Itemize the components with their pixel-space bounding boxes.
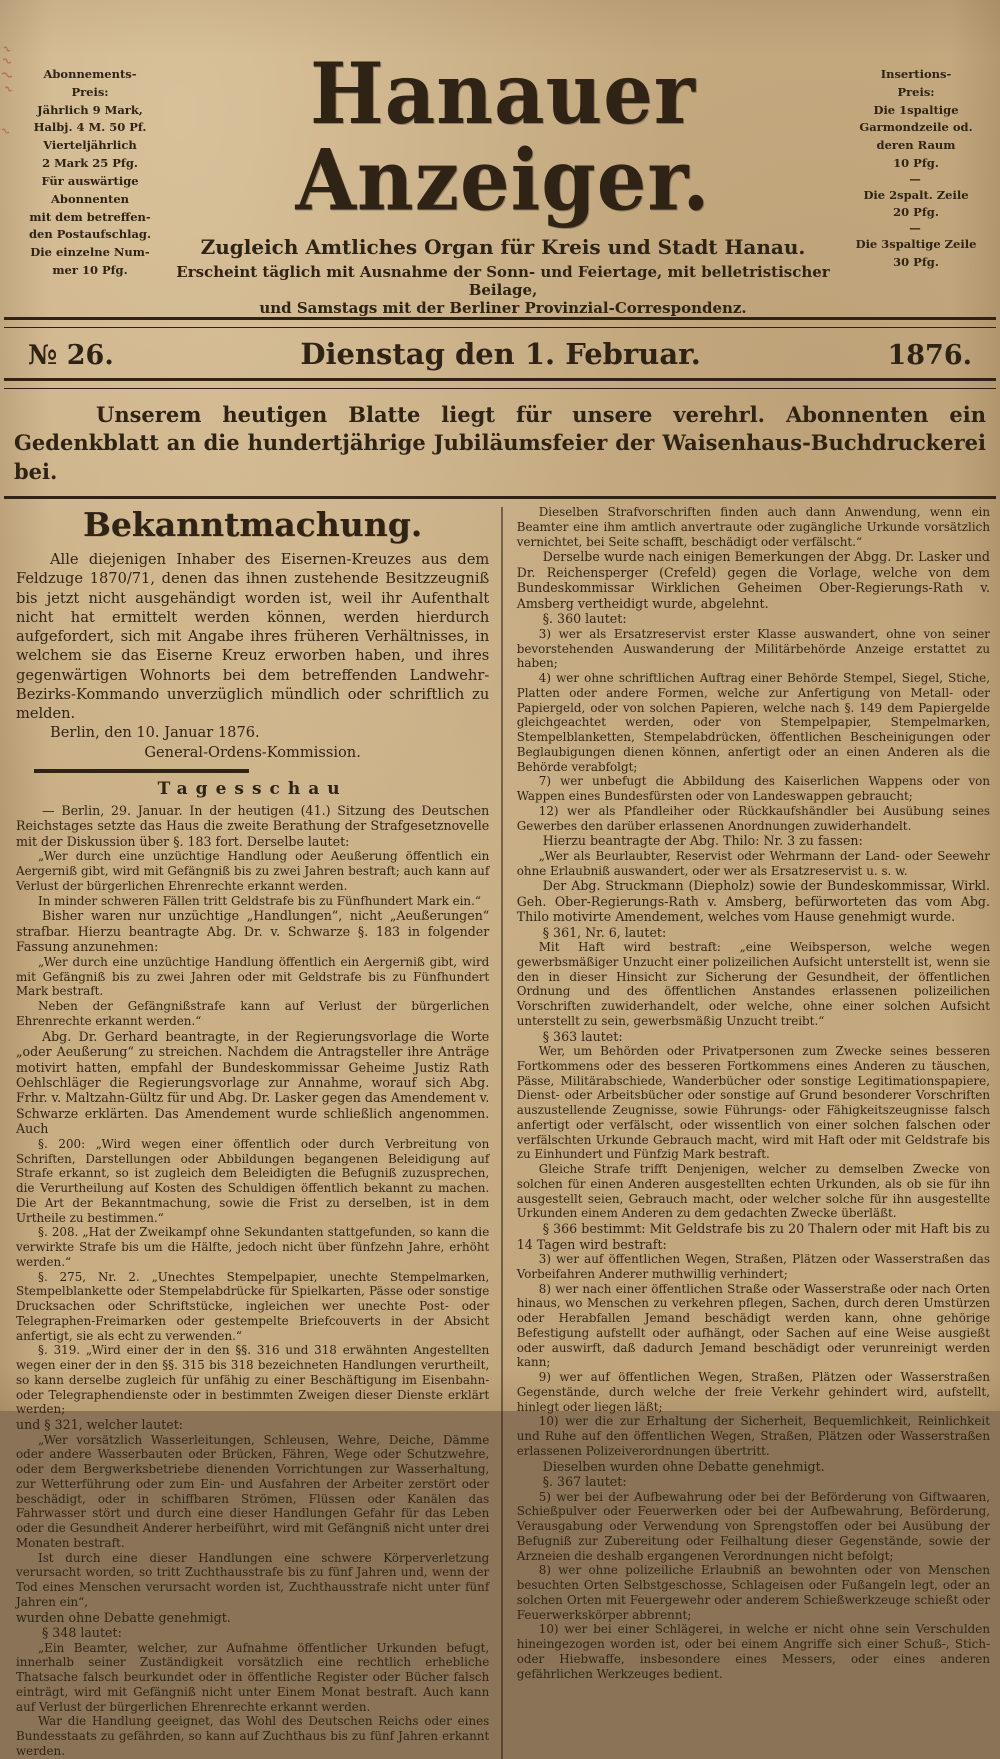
- announcement-body: [16, 550, 489, 762]
- price-box-line: mer 10 Pfg.: [52, 262, 128, 277]
- paragraph: In minder schweren Fällen tritt Geldstrafe bis zu Fünfhundert Mark ein.“: [38, 893, 481, 908]
- paragraph: Gleiche Strafe trifft Denjenigen, welcher zu demselben Zwecke von solchen für einen Anderen ausgestellten echten Urkunden, als ob sie für ihn ausgestellt seien, Gebrauch macht, oder welcher solche für ihn ausgestellte Urkunden einem Anderen zu dem gedachten Zwecke überläßt.: [516, 1162, 990, 1221]
- price-box-line: den Postaufschlag.: [29, 227, 151, 242]
- price-box-line: Halbj. 4 M. 50 Pf.: [33, 120, 147, 135]
- paragraph: Hierzu beantragte der Abg. Thilo: Nr. 3 zu fassen:: [542, 833, 863, 849]
- price-box-line: Die 3spaltige Zeile: [855, 237, 977, 252]
- price-box-line: Garmondzeile od.: [859, 120, 973, 135]
- paragraph: Dieselben Strafvorschriften finden auch dann Anwendung, wenn ein Beamter eine ihm amtlich anvertraute oder zugängliche Urkunde vorsätzlich vernichtet, bei Seite schafft, beschädigt oder verfälscht.“: [516, 505, 990, 549]
- paragraph: 3) wer auf öffentlichen Wegen, Straßen, Plätzen oder Wasserstraßen das Vorbeifahren Anderer muthwillig verhindert;: [516, 1252, 990, 1281]
- paragraph: §. 208. „Hat der Zweikampf ohne Sekundanten stattgefunden, so kann die verwirkte Strafe bis um die Hälfte, jedoch nicht über fünfzehn Jahre, erhöht werden.“: [16, 1225, 490, 1269]
- paragraph: §. 319. „Wird einer der in den §§. 316 und 318 erwähnten Angestellten wegen einer der in den §§. 315 bis 318 bezeichneten Handlungen verurtheilt, so kann derselbe zugleich für unfähig zu einer Beschäftigung im Eisenbahn- oder Telegraphendienste oder in bestimmten Zweigen dieser Dienste erklärt werden;: [16, 1343, 490, 1417]
- price-box-line: Abonnements-: [43, 67, 137, 81]
- paragraph: Der Abg. Struckmann (Diepholz) sowie der Bundeskommissar, Wirkl. Geh. Ober-Regierungs-Rath v. Amsberg, befürworteten das vom Abg. Thilo motivirte Amendement, welches vom Hause genehmigt wurde.: [516, 878, 990, 925]
- paragraph: §. 275, Nr. 2. „Unechtes Stempelpapier, unechte Stempelmarken, Stempelblankette oder Stempelabdrücke für Spielkarten, Pässe oder sonstige Drucksachen oder Schriftstücke, ingleichen wer unechte Post- oder Telegraphen-Freimarken oder gestempelte Briefcouverts in der Absicht anfertigt, sie als echt zu verwenden.“: [16, 1269, 490, 1343]
- section-divider: [34, 769, 249, 773]
- price-box-line: Preis:: [71, 84, 109, 99]
- dateline: [0, 328, 1000, 378]
- price-box-line: 10 Pfg.: [893, 156, 939, 171]
- paragraph: Derselbe wurde nach einigen Bemerkungen der Abgg. Dr. Lasker und Dr. Reichensperger (Crefeld) gegen die Vorlage, welche von dem Bundeskommissar Wirklichen Geheimen Ober-Regierungs-Rath v. Amsberg vertheidigt wurde, abgelehnt.: [516, 549, 990, 611]
- paragraph: „Wer als Beurlaubter, Reservist oder Wehrmann der Land- oder Seewehr ohne Erlaubniß auswandert, oder wer als Ersatzreservist u. s. w.: [516, 848, 990, 878]
- price-box-line: Für auswärtige: [41, 173, 139, 188]
- paragraph: § 363 lautet:: [542, 1028, 623, 1044]
- price-box-line: 20 Pfg.: [893, 205, 939, 220]
- rule-below-dateline: [4, 378, 996, 389]
- paragraph: Dieselben wurden ohne Debatte genehmigt.: [542, 1458, 825, 1474]
- paragraph: §. 360 lautet:: [542, 611, 627, 627]
- paragraph: „Wer vorsätzlich Wasserleitungen, Schleusen, Wehre, Deiche, Dämme oder andere Wasserbauten oder Brücken, Fähren, Wege oder Schutzwehre, oder dem Bergwerksbetriebe dienenden Vorrichtungen zur Wasserhaltung, zur Wetterführung oder zum Ein- und Ausfahren der Arbeiter zerstört oder beschädigt, oder in schiffbaren Strömen, Flüssen oder Kanälen das Fahrwasser stört und durch eine dieser Handlungen Gefahr für das Leben oder die Gesundheit Anderer herbeiführt, wird mit Gefängniß nicht unter drei Monaten bestraft.: [16, 1432, 490, 1550]
- paragraph: 8) wer ohne polizeiliche Erlaubniß an bewohnten oder von Menschen besuchten Orten Selbstgeschosse, Schlageisen oder Fußangeln legt, oder an solchen Orten mit Feuergewehr oder anderem Schießwerkzeuge schießt oder Feuerwerkskörper abbrennt;: [516, 1563, 990, 1622]
- paragraph: General-Ordens-Kommission.: [144, 743, 361, 761]
- paragraph: 12) wer als Pfandleiher oder Rückkaufshändler bei Ausübung seines Gewerbes den darüber erlassenen Anordnungen zuwiderhandelt.: [516, 803, 990, 833]
- price-box-line: Preis:: [897, 84, 935, 99]
- price-box-line: deren Raum: [876, 138, 956, 153]
- paragraph: 5) wer bei der Aufbewahrung oder bei der Beförderung von Giftwaaren, Schießpulver oder Feuerwerken oder bei der Aufbewahrung, Beförderung, Verausgabung oder Verwendung von Sprengstoffen oder bei Ausübung der Befugniß zur Zubereitung oder Feilhaltung dieser Gegenstände, sowie der Arzneien die deshalb ergangenen Verordnungen nicht befolgt;: [516, 1489, 990, 1563]
- paragraph: Bisher waren nur unzüchtige „Handlungen“, nicht „Aeußerungen“ strafbar. Hierzu beantragte Abg. Dr. v. Schwarze §. 183 in folgender Fassung anzunehmen:: [16, 908, 490, 955]
- masthead: [0, 0, 1000, 317]
- price-box-line: 2 Mark 25 Pfg.: [42, 156, 138, 171]
- price-box-line: Die 1spaltige: [873, 102, 959, 117]
- issue-date: Dienstag den 1. Februar.: [300, 337, 701, 372]
- masthead-publication-note-2: und Samstags mit der Berliner Provinzial-Correspondenz.: [259, 299, 747, 318]
- price-box-line: Insertions-: [880, 67, 952, 81]
- masthead-subtitle: Zugleich Amtliches Organ für Kreis und Stadt Hanau.: [200, 235, 806, 260]
- price-box-line: —: [909, 171, 923, 186]
- tagesschau-heading: Tagesschau: [157, 778, 348, 799]
- paragraph: 4) wer ohne schriftlichen Auftrag einer Behörde Stempel, Siegel, Stiche, Platten oder andere Formen, welche zur Anfertigung von Metall- oder Papiergeld, oder von solchen Papieren, welche nach §. 149 dem Papiergelde gleichgeachtet werden, oder von Stempelpapier, Stempelmarken, Stempelblanketten, Stempelabdrücken, öffentlichen Bescheinigungen oder Beglaubigungen dienen können, anfertigt oder an einen Anderen als die Behörde verabfolgt;: [516, 671, 990, 774]
- paragraph: 3) wer als Ersatzreservist erster Klasse auswandert, ohne von seiner bevorstehenden Auswanderung der Militärbehörde Anzeige erstattet zu haben;: [516, 626, 990, 671]
- price-box-line: Vierteljährlich: [43, 138, 137, 153]
- paragraph: 8) wer nach einer öffentlichen Straße oder Wasserstraße oder nach Orten hinaus, wo Menschen zu verkehren pflegen, Sachen, durch deren Umstürzen oder Herabfallen Jemand beschädigt werden kann, ohne gehörige Befestigung aufstellt oder aufhängt, oder Sachen auf eine Weise ausgießt oder auswirft, daß dadurch Jemand beschädigt oder verunreinigt werden kann;: [516, 1281, 990, 1370]
- article-columns: [0, 499, 1000, 1759]
- paragraph: und § 321, welcher lautet:: [16, 1417, 183, 1433]
- issue-year: 1876.: [887, 340, 972, 372]
- subscription-price-box: [16, 58, 164, 280]
- paragraph: §. 200: „Wird wegen einer öffentlich oder durch Verbreitung von Schriften, Darstellungen oder Abbildungen begangenen Beleidigung auf Strafe erkannt, so ist zugleich dem Beleidigten die Befugniß zuzusprechen, die Verurtheilung auf Kosten des Schuldigen öffentlich bekannt zu machen. Die Art der Bekanntmachung, sowie die Frist zu derselben, ist in dem Urtheile zu bestimmen.“: [16, 1136, 490, 1225]
- tagesschau-body: [16, 803, 489, 1759]
- paragraph: 9) wer auf öffentlichen Wegen, Straßen, Plätzen oder Wasserstraßen Gegenstände, durch welche der freie Verkehr gehindert wird, aufstellt, hinlegt oder liegen läßt;: [516, 1370, 990, 1414]
- paragraph: § 361, Nr. 6, lautet:: [542, 924, 667, 940]
- paragraph: 10) wer die zur Erhaltung der Sicherheit, Bequemlichkeit, Reinlichkeit und Ruhe auf den öffentlichen Wegen, Straßen, Plätzen oder Wasserstraßen erlassenen Polizeiverordnungen übertritt.: [516, 1414, 990, 1458]
- newspaper-title: Hanauer Anzeiger.: [295, 45, 711, 230]
- issue-number: № 26.: [28, 340, 114, 372]
- paragraph: „Wer durch eine unzüchtige Handlung oder Aeußerung öffentlich ein Aergerniß gibt, wird mit Gefängniß bis zu zwei Jahren bestraft; auch kann auf Verlust der bürgerlichen Ehrenrechte erkannt werden.: [16, 849, 490, 893]
- paragraph: War die Handlung geeignet, das Wohl des Deutschen Reichs oder eines Bundesstaats zu gefährden, so kann auf Zuchthaus bis zu fünf Jahren erkannt werden.: [16, 1714, 490, 1758]
- paragraph: § 348 lautet:: [42, 1625, 122, 1641]
- right-column: [503, 505, 990, 1759]
- price-box-line: Abonnenten: [50, 191, 130, 206]
- price-box-line: mit dem betreffen-: [29, 209, 151, 224]
- price-box-line: —: [909, 221, 923, 236]
- price-box-line: Jährlich 9 Mark,: [37, 102, 143, 117]
- paragraph: 10) wer bei einer Schlägerei, in welche er nicht ohne sein Verschulden hineingezogen worden ist, oder bei einem Angriffe sich einer Schuß-, Stich- oder Hiebwaffe, insbesondere eines Messers, oder eines anderen gefährlichen Werkzeuges bedient.: [516, 1622, 990, 1681]
- paragraph: wurden ohne Debatte genehmigt.: [16, 1609, 231, 1625]
- rule-above-dateline: [4, 317, 996, 328]
- paragraph: Wer, um Behörden oder Privatpersonen zum Zwecke seines besseren Fortkommens oder des besseren Fortkommens eines Anderen zu täuschen, Pässe, Militärabschiede, Wanderbücher oder sonstige Legitimationspapiere, Dienst- oder Arbeitsbücher oder sonstige auf Grund besonderer Vorschriften auszustellende Zeugnisse, sowie Führungs- oder Fähigkeitszeugnisse falsch anfertigt oder verfälscht, oder wissentlich von einer solchen falschen oder verfälschten Urkunde Gebrauch macht, wird mit Haft oder mit Geldstrafe bis zu Einhundert und Fünfzig Mark bestraft.: [516, 1044, 990, 1162]
- paragraph: Neben der Gefängnißstrafe kann auf Verlust der bürgerlichen Ehrenrechte erkannt werden.“: [16, 999, 490, 1028]
- red-pencil-mark: [0, 30, 30, 170]
- announcement-heading: Bekanntmachung.: [82, 505, 423, 545]
- paragraph: — Berlin, 29. Januar. In der heutigen (41.) Sitzung des Deutschen Reichstages setzte das Haus die zweite Berathung der Strafgesetznovelle mit der Diskussion über §. 183 fort. Derselbe lautet:: [16, 802, 490, 849]
- price-box-line: 30 Pfg.: [893, 254, 939, 269]
- supplement-notice: Unserem heutigen Blatte liegt für unsere verehrl. Abonnenten ein Gedenkblatt an die hundertjährige Jubiläumsfeier der Waisenhaus-Buchdruckerei bei.: [14, 402, 986, 484]
- paragraph: § 366 bestimmt: Mit Geldstrafe bis zu 20 Thalern oder mit Haft bis zu 14 Tagen wird bestraft:: [516, 1221, 990, 1252]
- left-column: [16, 505, 501, 1759]
- paragraph: Ist durch eine dieser Handlungen eine schwere Körperverletzung verursacht worden, so tritt Zuchthausstrafe bis zu fünf Jahren und, wenn der Tod eines Menschen verursacht worden ist, Zuchthausstrafe nicht unter fünf Jahren ein“,: [16, 1550, 490, 1609]
- title-block: [164, 45, 842, 318]
- paragraph: §. 367 lautet:: [542, 1474, 627, 1490]
- paragraph: Alle diejenigen Inhaber des Eisernen-Kreuzes aus dem Feldzuge 1870/71, denen das ihnen zustehende Besitzzeugniß bis jetzt nicht ausgehändigt worden ist, weil ihr Aufenthalt nicht hat ermittelt werden können, werden hierdurch aufgefordert, sich mit Angabe ihres früheren Verhältnisses, in welchem sie das Eiserne Kreuz erworben haben, und ihres gegenwärtigen Wohnorts bei dem betreffenden Landwehr-Bezirks-Kommando unverzüglich mündlich oder schriftlich zu melden.: [16, 551, 490, 723]
- paragraph: „Ein Beamter, welcher, zur Aufnahme öffentlicher Urkunden befugt, innerhalb seiner Zuständigkeit vorsätzlich eine rechtlich erhebliche Thatsache falsch beurkundet oder in öffentliche Register oder Bücher falsch einträgt, wird mit Gefängniß nicht unter Einem Monat bestraft. Auch kann auf Verlust der bürgerlichen Ehrenrechte erkannt werden.: [16, 1640, 490, 1714]
- masthead-publication-note: Erscheint täglich mit Ausnahme der Sonn- und Feiertage, mit belletristischer Beilage,: [176, 263, 830, 300]
- paragraph: „Wer durch eine unzüchtige Handlung öffentlich ein Aergerniß gibt, wird mit Gefängniß bis zu zwei Jahren oder mit Geldstrafe bis zu Fünfhundert Mark bestraft.: [16, 954, 490, 999]
- paragraph: Mit Haft wird bestraft: „eine Weibsperson, welche wegen gewerbsmäßiger Unzucht einer polizeilichen Aufsicht unterstellt ist, wenn sie den in dieser Hinsicht zur Sicherung der Gesundheit, der öffentlichen Ordnung und des öffentlichen Anstandes erlassenen polizeilichen Vorschriften zuwiderhandelt, oder welche, ohne einer solchen Aufsicht unterstellt zu sein, gewerbsmäßig Unzucht treibt.“: [516, 940, 990, 1028]
- price-box-line: Die 2spalt. Zeile: [863, 187, 969, 202]
- paragraph: Abg. Dr. Gerhard beantragte, in der Regierungsvorlage die Worte „oder Aeußerung“ zu streichen. Nachdem die Antragsteller ihre Anträge motivirt hatten, empfahl der Bundeskommissar Geheime Justiz Rath Oehlschläger die Regierungsvorlage zur Annahme, worauf sich Abg. Frhr. v. Maltzahn-Gültz für und Abg. Dr. Lasker gegen das Amendement v. Schwarze erklärten. Das Amendement wurde schließlich angenommen. Auch: [16, 1028, 490, 1137]
- insertion-price-box: [842, 58, 990, 272]
- paragraph: 7) wer unbefugt die Abbildung des Kaiserlichen Wappens oder von Wappen eines Bundesfürsten oder von Landeswappen gebraucht;: [516, 774, 990, 804]
- price-box-line: Die einzelne Num-: [30, 245, 150, 260]
- paragraph: Berlin, den 10. Januar 1876.: [50, 724, 260, 742]
